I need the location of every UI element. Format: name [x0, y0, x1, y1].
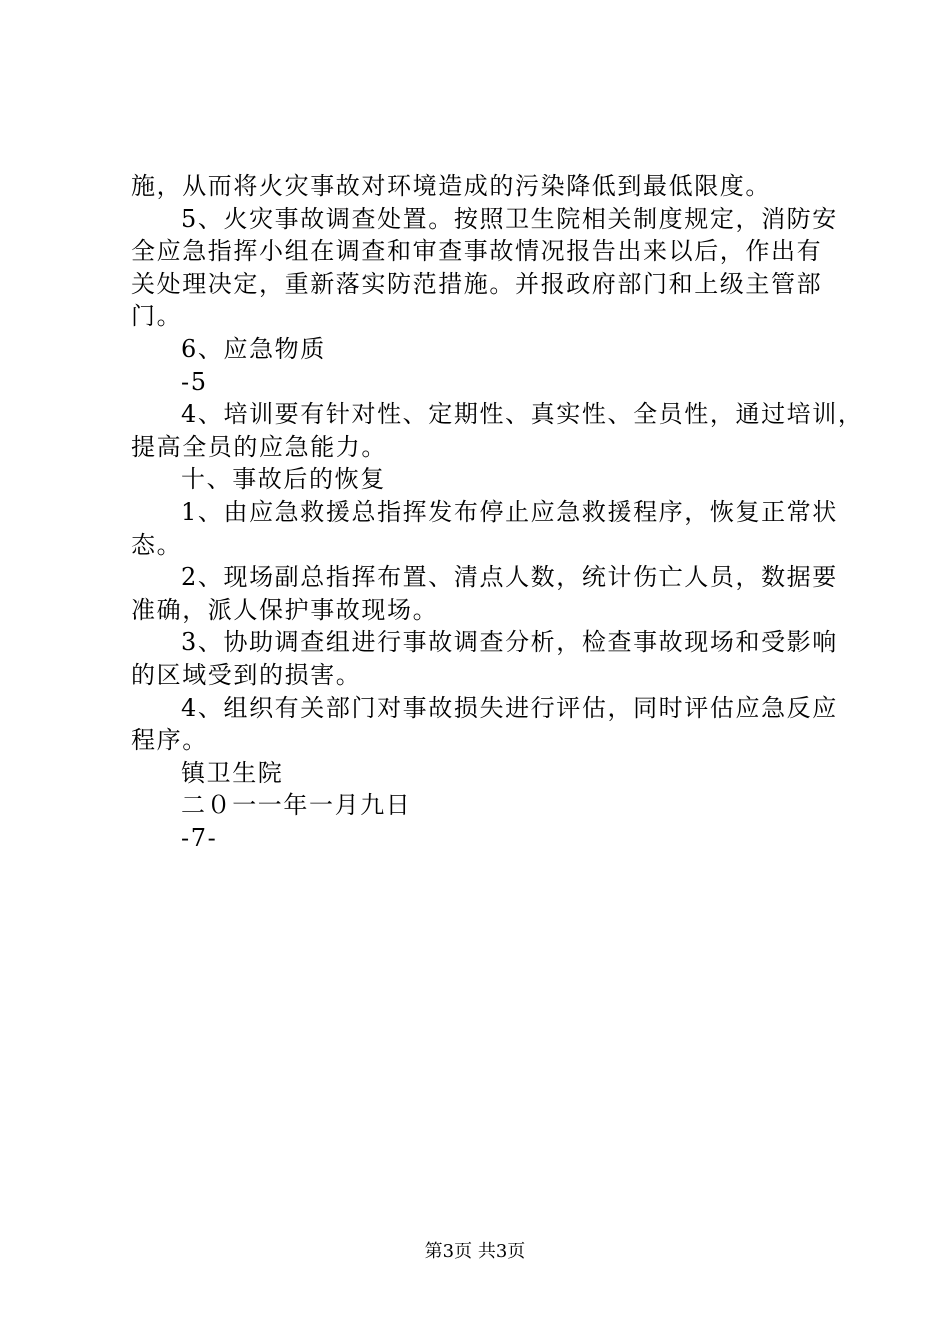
text-line: 4、培训要有针对性、定期性、真实性、全员性，通过培训，: [181, 400, 864, 429]
text-line: 态。: [131, 530, 183, 559]
text-line: 1、由应急救援总指挥发布停止应急救援程序，恢复正常状: [181, 497, 838, 526]
text-line: 的区域受到的损害。: [131, 660, 362, 689]
text-line: 程序。: [131, 726, 208, 755]
signature-date: 二０一一年一月九日: [181, 791, 412, 820]
text-line: 施，从而将火灾事故对环境造成的污染降低到最低限度。: [131, 172, 771, 200]
document-body: [131, 170, 864, 854]
text-line: 5、火灾事故调查处置。按照卫生院相关制度规定，消防安: [181, 204, 838, 233]
signature-organization: 镇卫生院: [181, 758, 284, 787]
inline-page-number: -7-: [181, 823, 218, 852]
text-line: -5: [181, 367, 208, 396]
text-line: 6、应急物质: [181, 334, 326, 363]
text-line: 3、协助调查组进行事故调查分析，检查事故现场和受影响: [181, 628, 838, 657]
section-heading: 十、事故后的恢复: [181, 465, 386, 494]
text-line: 全应急指挥小组在调查和审查事故情况报告出来以后，作出有: [131, 237, 823, 266]
text-line: 准确，派人保护事故现场。: [131, 595, 439, 624]
text-line: 4、组织有关部门对事故损失进行评估，同时评估应急反应: [181, 693, 838, 722]
text-line: 门。: [131, 302, 183, 331]
text-line: 关处理决定，重新落实防范措施。并报政府部门和上级主管部: [131, 269, 823, 298]
page-footer: 第3页 共3页: [424, 1241, 526, 1262]
text-line: 2、现场副总指挥布置、清点人数，统计伤亡人员，数据要: [181, 563, 838, 592]
text-line: 提高全员的应急能力。: [131, 432, 387, 461]
